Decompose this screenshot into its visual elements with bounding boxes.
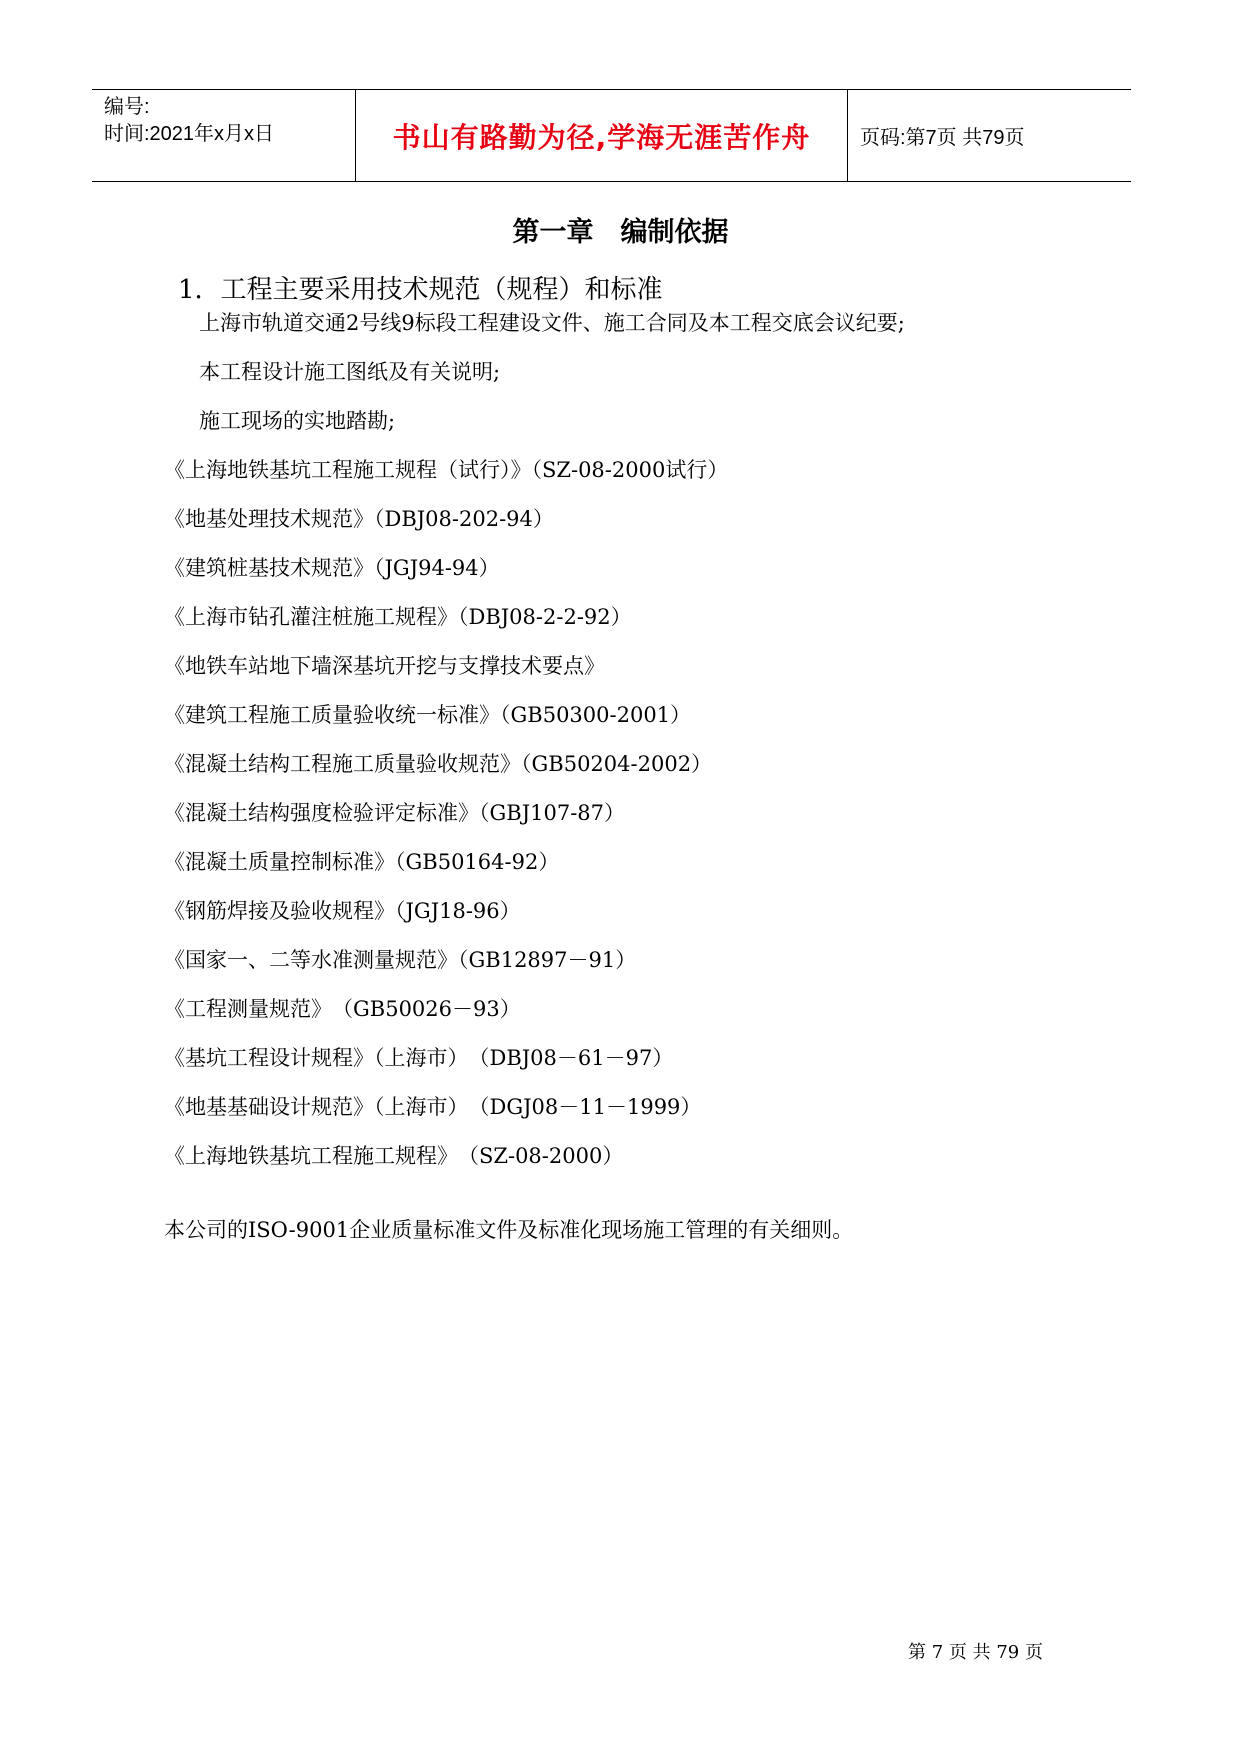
standard-item: 《国家一、二等水准测量规范》（GB12897－91） (164, 948, 637, 972)
header-page-info: 页码:第7页 共79页 (860, 127, 1025, 149)
intro-line: 本工程设计施工图纸及有关说明; (199, 360, 501, 384)
standard-item: 《上海地铁基坑工程施工规程》 （SZ-08-2000） (164, 1144, 624, 1168)
standard-item: 《钢筋焊接及验收规程》（JGJ18-96） (164, 899, 521, 923)
footer-page-number: 第 7 页 共 79 页 (908, 1642, 1043, 1663)
intro-line: 施工现场的实地踏勘; (199, 409, 396, 433)
document-number-label: 编号: (104, 96, 150, 118)
header-motto: 书山有路勤为径,学海无涯苦作舟 (392, 120, 811, 154)
header-meta-cell (92, 90, 356, 181)
standard-item: 《混凝土结构强度检验评定标准》（GBJ107-87） (164, 801, 626, 825)
document-time-label: 时间:2021年x月x日 (104, 123, 275, 145)
standard-item: 《基坑工程设计规程》（上海市） （DBJ08－61－97） (164, 1046, 674, 1070)
standard-item: 《上海地铁基坑工程施工规程（试行）》（SZ-08-2000试行） (164, 458, 729, 482)
standard-item: 《建筑桩基技术规范》（JGJ94-94） (164, 556, 500, 580)
standard-item: 《混凝土结构工程施工质量验收规范》（GB50204-2002） (164, 752, 713, 776)
standard-item: 《建筑工程施工质量验收统一标准》（GB50300-2001） (164, 703, 692, 727)
header-page-cell (848, 90, 1131, 181)
standard-item: 《地基基础设计规范》（上海市） （DGJ08－11－1999） (164, 1095, 702, 1119)
closing-line: 本公司的ISO-9001企业质量标准文件及标准化现场施工管理的有关细则。 (164, 1218, 854, 1242)
standard-item: 《混凝土质量控制标准》（GB50164-92） (164, 850, 560, 874)
standard-item: 《工程测量规范》 （GB50026－93） (164, 997, 521, 1021)
chapter-title: 第一章 编制依据 (512, 217, 729, 248)
standard-item: 《上海市钻孔灌注桩施工规程》（DBJ08-2-2-92） (164, 605, 632, 629)
header-table (92, 89, 1131, 182)
standard-item: 《地基处理技术规范》（DBJ08-202-94） (164, 507, 554, 531)
standard-item: 《地铁车站地下墙深基坑开挖与支撑技术要点》 (164, 654, 605, 678)
section-heading: 1．工程主要采用技术规范（规程）和标准 (178, 275, 663, 305)
intro-line: 上海市轨道交通2号线9标段工程建设文件、施工合同及本工程交底会议纪要; (199, 311, 905, 335)
header-motto-cell (356, 90, 848, 181)
